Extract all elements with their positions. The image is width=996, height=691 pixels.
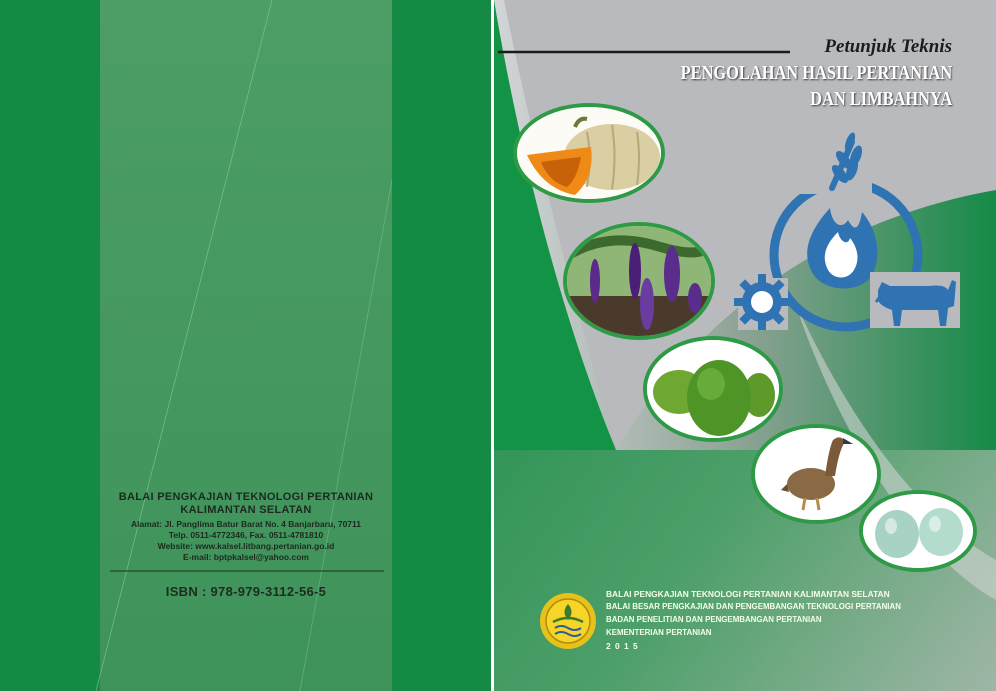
gear-icon xyxy=(734,274,790,330)
processing-cycle-graphic xyxy=(730,130,966,345)
back-cover xyxy=(0,0,491,691)
publisher-line-2: BALAI BESAR PENGKAJIAN DAN PENGEMBANGAN TEKNOLOGI PERTANIAN xyxy=(606,602,901,611)
back-institution-line1: BALAI PENGKAJIAN TEKNOLOGI PERTANIAN xyxy=(118,491,374,503)
title-line1: PENGOLAHAN HASIL PERTANIAN xyxy=(680,62,952,84)
flame-icon xyxy=(807,208,877,289)
subtitle: Petunjuk Teknis xyxy=(824,36,952,57)
back-institution-line2: KALIMANTAN SELATAN xyxy=(180,504,312,516)
publication-year: 2 0 1 5 xyxy=(606,641,639,651)
back-address: Alamat: Jl. Panglima Batur Barat No. 4 Banjarbaru, 70711 xyxy=(130,519,362,529)
back-phone: Telp. 0511-4772346, Fax. 0511-4781810 xyxy=(168,530,324,540)
publisher-line-1: BALAI PENGKAJIAN TEKNOLOGI PERTANIAN KALIMANTAN SELATAN xyxy=(606,589,890,599)
back-email: E-mail: bptpkalsel@yahoo.com xyxy=(183,552,309,562)
cow-icon xyxy=(870,272,960,328)
front-cover xyxy=(494,0,996,691)
title-line2: DAN LIMBAHNYA xyxy=(809,88,952,110)
back-website: Website: www.kalsel.litbang.pertanian.go.id xyxy=(157,541,335,551)
eggplant-photo xyxy=(563,222,715,340)
eggs-photo xyxy=(859,490,977,572)
wheat-icon xyxy=(800,131,872,194)
mango-photo xyxy=(643,336,783,442)
logo-icon xyxy=(539,592,597,650)
pumpkin-photo xyxy=(513,103,665,203)
publisher-line-4: KEMENTERIAN PERTANIAN xyxy=(606,628,712,637)
publisher-line-3: BADAN PENELITIAN DAN PENGEMBANGAN PERTANIAN xyxy=(606,615,822,624)
isbn: ISBN : 978-979-3112-56-5 xyxy=(165,584,327,599)
duck-photo xyxy=(751,424,881,524)
